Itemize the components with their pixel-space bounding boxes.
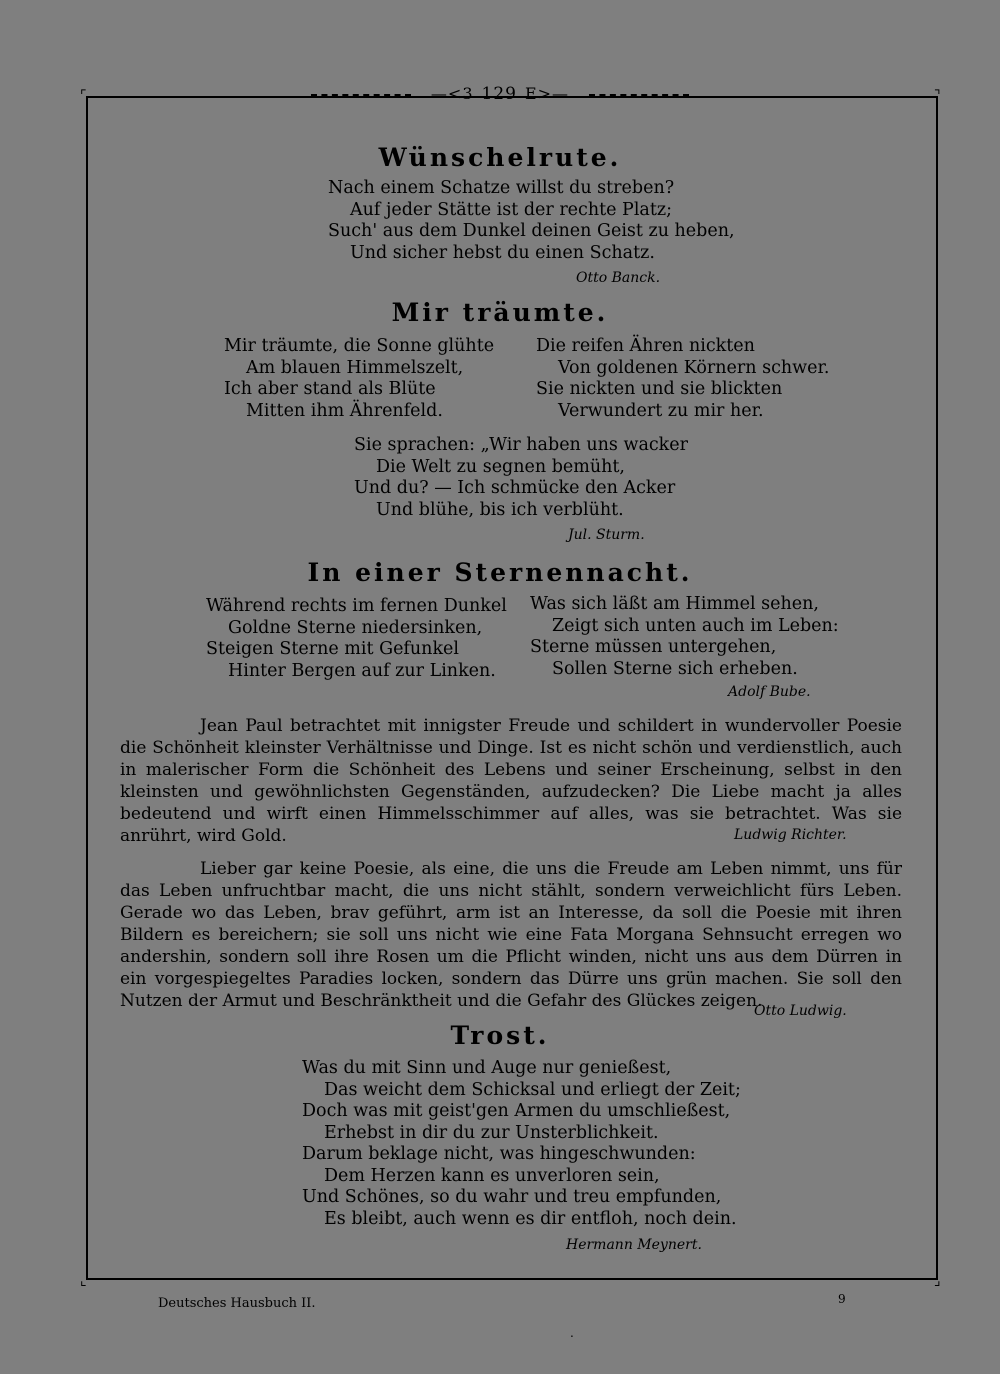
header-rule-left — [311, 94, 411, 96]
prose-poesie: Lieber gar keine Poesie, als eine, die uns die Freude am Leben nimmt, uns für das Leben unfruchtbar macht, die uns nicht stählt, sondern verweichlicht fürs Leben. Gerade wo das Leben, brav geführt, arm ist an Interesse, da soll die Poesie mit ihren Bildern es bereichern; sie soll uns nicht wie eine Fata Morgana Sehnsucht erregen wo andershin, sondern soll ihre Rosen um die Pflicht winden, nicht uns aus dem Dürren in ein vorgespiegeltes Paradies locken, sondern das Dürre uns grün machen. Sie soll den Nutzen der Armut und Beschränktheit und die Gefahr des Glückes zeigen. — [120, 859, 902, 1011]
poem-line: Sie nickten und sie blickten — [536, 379, 783, 399]
poem-line: Erhebst in dir du zur Unsterblichkeit. — [324, 1122, 659, 1143]
poem-line: Sterne müssen untergehen, — [530, 637, 777, 657]
poem-line: Das weicht dem Schicksal und erliegt der Zeit; — [324, 1079, 741, 1100]
poem-line: Sollen Sterne sich erheben. — [552, 658, 798, 679]
poem-line: Verwundert zu mir her. — [558, 400, 764, 421]
poem-line: Goldne Sterne niedersinken, — [228, 617, 483, 638]
author-poesie: Otto Ludwig. — [754, 1003, 847, 1019]
page-header — [0, 84, 1000, 104]
poem-title-trost: Trost. — [450, 1021, 550, 1050]
poem-line: Doch was mit geist'gen Armen du umschließest, — [302, 1101, 731, 1121]
corner-ornament-bottom-right: ⌟ — [934, 1273, 941, 1289]
poem-mir-traeumte-left — [224, 336, 494, 422]
poem-line: Und du? — Ich schmücke den Acker — [354, 478, 676, 498]
poem-line: Ich aber stand als Blüte — [224, 379, 436, 399]
corner-ornament-top-left: ⌜ — [80, 88, 87, 104]
corner-ornament-top-right: ⌝ — [934, 88, 941, 104]
footer-book-title: Deutsches Hausbuch II. — [158, 1296, 316, 1311]
corner-ornament-bottom-left: ⌞ — [80, 1273, 87, 1289]
footer-signature-number: 9 — [838, 1292, 846, 1306]
poem-title-wuenschelrute: Wünschelrute. — [378, 143, 622, 172]
poem-title-mir-traeumte: Mir träumte. — [391, 298, 609, 327]
poem-title-sternennacht: In einer Sternennacht. — [307, 558, 693, 587]
poem-sternennacht-right — [530, 594, 839, 680]
poem-line: Auf jeder Stätte ist der rechte Platz; — [350, 199, 673, 220]
poem-line: Und blühe, bis ich verblüht. — [376, 499, 624, 520]
author-mir-traeumte: Jul. Sturm. — [568, 527, 645, 543]
poem-line: Und sicher hebst du einen Schatz. — [350, 242, 655, 263]
header-ornament-left: —<3 — [430, 84, 474, 103]
poem-wuenschelrute — [328, 178, 735, 264]
poem-line: Mitten ihm Ährenfeld. — [246, 400, 443, 421]
footer-mark: . — [570, 1326, 574, 1340]
poem-line: Dem Herzen kann es unverloren sein, — [324, 1165, 660, 1186]
poem-line: Such' aus dem Dunkel deinen Geist zu heben, — [328, 221, 735, 241]
poem-line: Die reifen Ähren nickten — [536, 336, 755, 356]
poem-line: Während rechts im fernen Dunkel — [206, 596, 507, 616]
poem-line: Zeigt sich unten auch im Leben: — [552, 615, 839, 636]
poem-line: Darum beklage nicht, was hingeschwunden: — [302, 1144, 696, 1164]
poem-sternennacht-left — [206, 596, 507, 682]
poem-line: Mir träumte, die Sonne glühte — [224, 336, 495, 356]
poem-line: Was sich läßt am Himmel sehen, — [530, 594, 819, 614]
poem-line: Und Schönes, so du wahr und treu empfunden, — [302, 1187, 722, 1207]
poem-trost — [302, 1058, 741, 1230]
poem-line: Hinter Bergen auf zur Linken. — [228, 660, 496, 681]
author-jean-paul: Ludwig Richter. — [734, 827, 847, 843]
poem-line: Nach einem Schatze willst du streben? — [328, 178, 675, 198]
poem-line: Es bleibt, auch wenn es dir entfloh, noch dein. — [324, 1208, 737, 1229]
poem-line: Am blauen Himmelszelt, — [246, 357, 464, 378]
poem-line: Die Welt zu segnen bemüht, — [376, 456, 625, 477]
author-wuenschelrute: Otto Banck. — [576, 270, 661, 286]
poem-mir-traeumte-right — [536, 336, 829, 422]
poem-line: Steigen Sterne mit Gefunkel — [206, 639, 459, 659]
prose-jean-paul: Jean Paul betrachtet mit innigster Freude und schildert in wundervoller Poesie die Schönheit kleinster Verhältnisse und Dinge. Ist es nicht schön und verdienstlich, auch in malerischer Form die Schönheit des Lebens und seiner Erscheinung, selbst in den kleinsten und gewöhnlichsten Gegenständen, aufzudecken? Die Liebe macht ja alles bedeutend und wirft einen Himmelsschimmer auf alles, was sie betrachtet. Was sie anrührt, wird Gold. — [120, 716, 902, 846]
poem-line: Was du mit Sinn und Auge nur genießest, — [302, 1058, 672, 1078]
header-rule-right — [589, 94, 689, 96]
poem-mir-traeumte-center — [354, 435, 688, 521]
poem-line: Von goldenen Körnern schwer. — [558, 357, 830, 378]
author-sternennacht: Adolf Bube. — [728, 684, 811, 700]
poem-line: Sie sprachen: „Wir haben uns wacker — [354, 435, 689, 455]
header-ornament-right: E>— — [524, 84, 570, 103]
author-trost: Hermann Meynert. — [566, 1237, 702, 1253]
page-number: 129 — [481, 84, 517, 104]
